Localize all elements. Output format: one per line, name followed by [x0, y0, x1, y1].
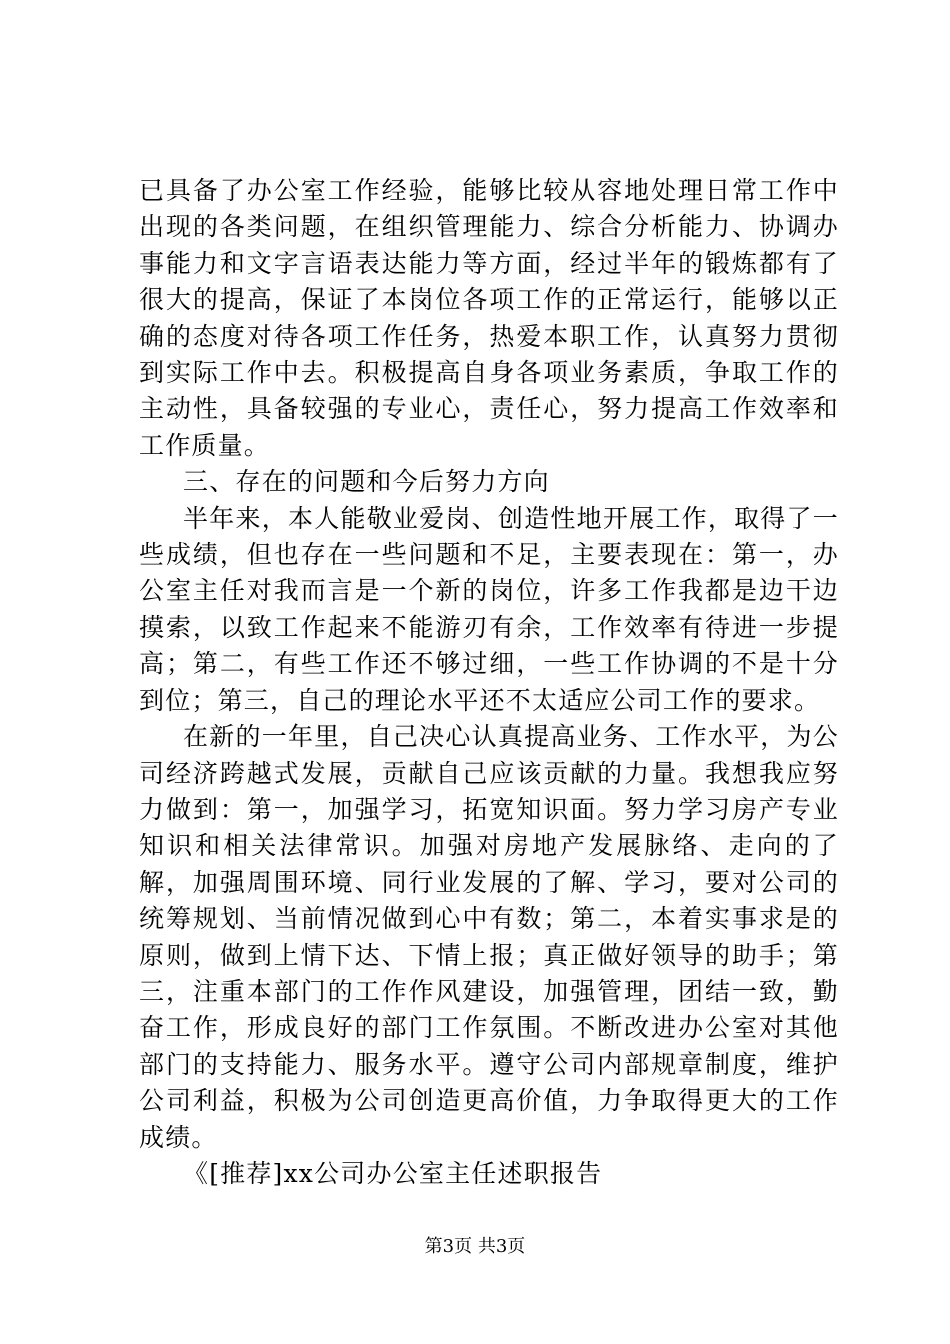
paragraph-work-experience: 已具备了办公室工作经验，能够比较从容地处理日常工作中出现的各类问题，在组织管理能力、综合分析能力、协调办事能力和文字言语表达能力等方面，经过半年的锻炼都有了很大的提高，保证了本岗位各项工作的正常运行，能够以正确的态度对待各项工作任务，热爱本职工作，认真努力贯彻到实际工作中去。积极提高自身各项业务素质，争取工作的主动性，具备较强的专业心，责任心，努力提高工作效率和工作质量。: [139, 176, 839, 460]
section-heading-problems: 三、存在的问题和今后努力方向: [183, 467, 550, 497]
page-number-footer: 第3页 共3页: [424, 1236, 526, 1257]
document-title-line: 《[推荐]xx公司办公室主任述职报告: [183, 1158, 603, 1188]
paragraph-problems: 半年来，本人能敬业爱岗、创造性地开展工作，取得了一些成绩，但也存在一些问题和不足，主要表现在：第一，办公室主任对我而言是一个新的岗位，许多工作我都是边干边摸索，以致工作起来不能游刃有余，工作效率有待进一步提高；第二，有些工作还不够过细，一些工作协调的不是十分到位；第三，自己的理论水平还不太适应公司工作的要求。: [139, 503, 839, 715]
paragraph-plans: 在新的一年里，自己决心认真提高业务、工作水平，为公司经济跨越式发展，贡献自己应该贡献的力量。我想我应努力做到：第一，加强学习，拓宽知识面。努力学习房产专业知识和相关法律常识。加强对房地产发展脉络、走向的了解，加强周围环境、同行业发展的了解、学习，要对公司的统筹规划、当前情况做到心中有数；第二，本着实事求是的原则，做到上情下达、下情上报；真正做好领导的助手；第三，注重本部门的工作作风建设，加强管理，团结一致，勤奋工作，形成良好的部门工作氛围。不断改进办公室对其他部门的支持能力、服务水平。遵守公司内部规章制度，维护公司利益，积极为公司创造更高价值，力争取得更大的工作成绩。: [139, 722, 839, 1152]
document-body: [139, 173, 839, 1192]
